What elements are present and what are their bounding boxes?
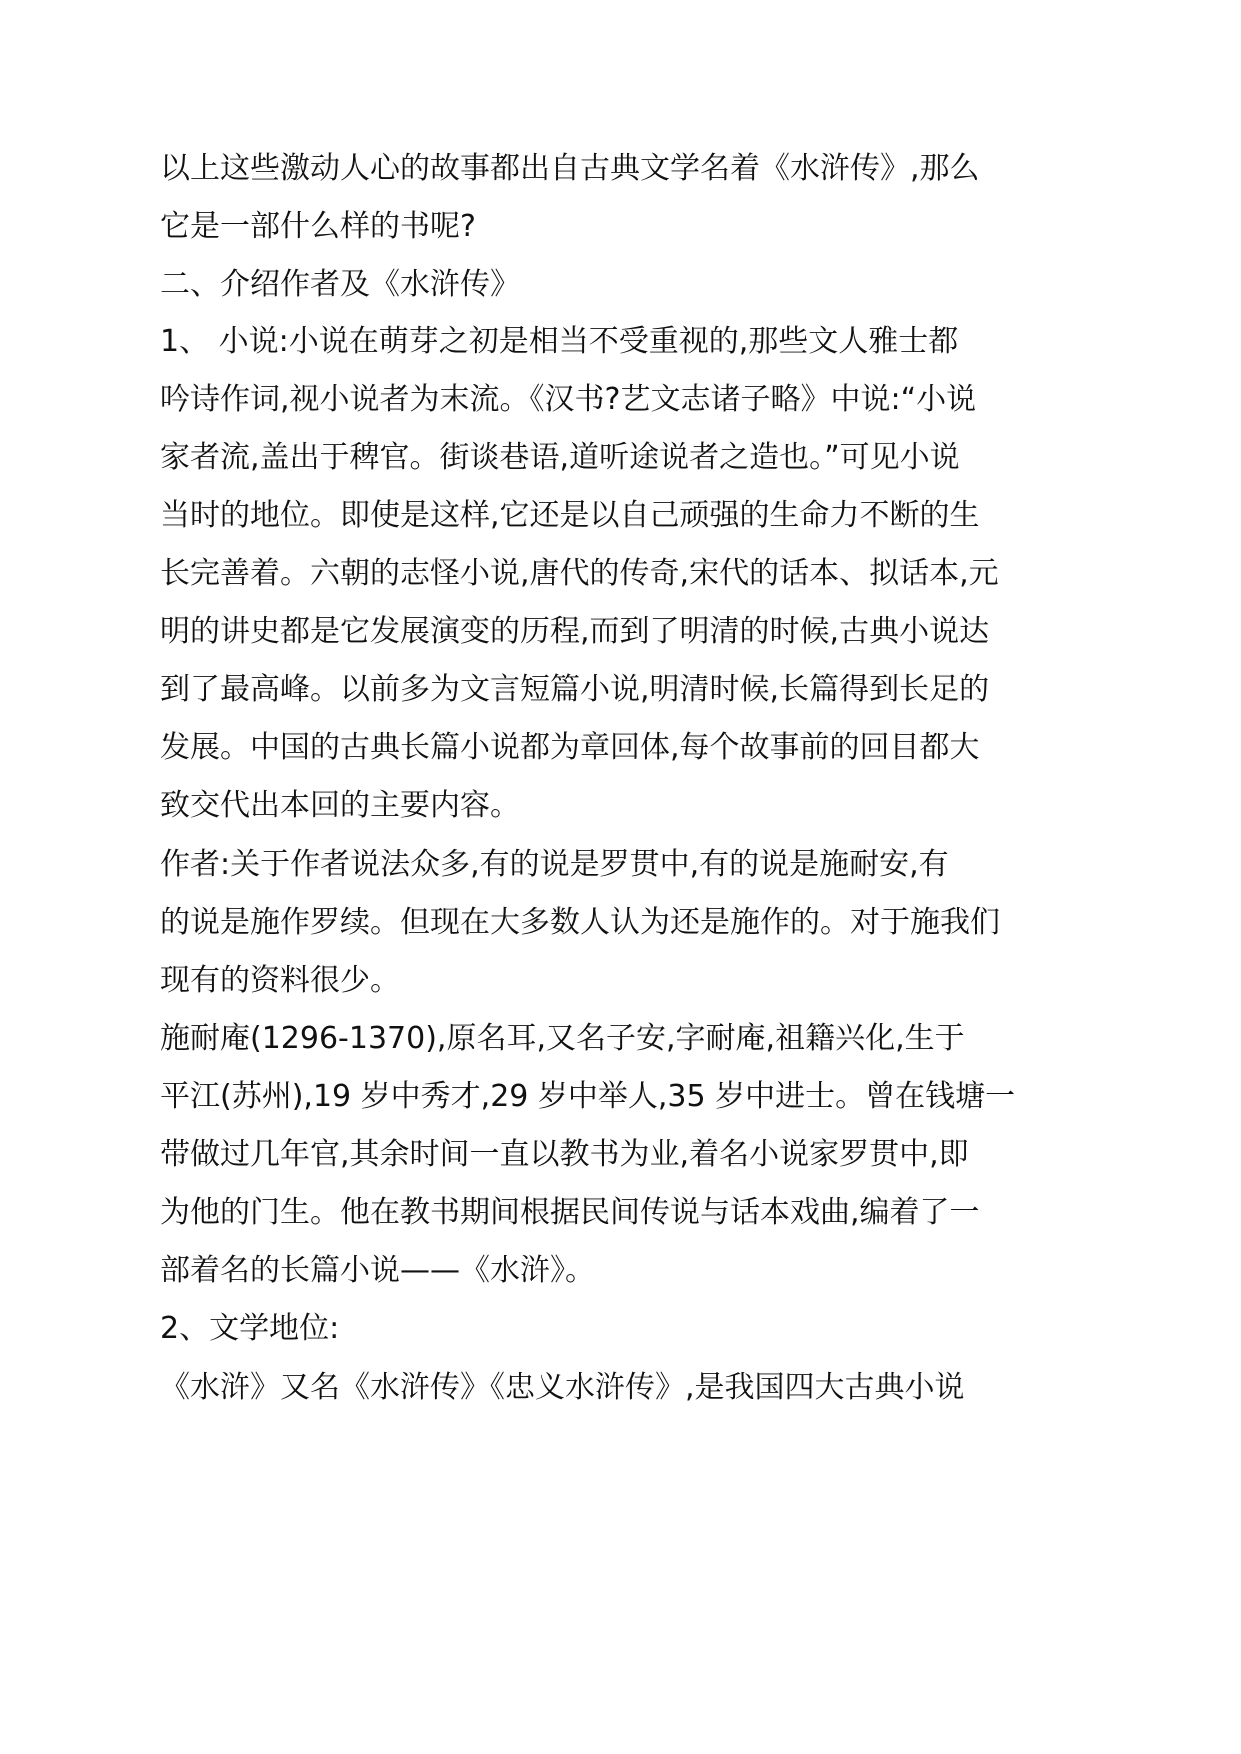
text-line: 《水浒》又名《水浒传》《忠义水浒传》,是我国四大古典小说 bbox=[160, 1370, 965, 1405]
text-line: 现有的资料很少。 bbox=[160, 963, 400, 998]
text-line: 作者:关于作者说法众多,有的说是罗贯中,有的说是施耐安,有 bbox=[160, 847, 949, 882]
text-line: 吟诗作词,视小说者为末流。《汉书?艺文志诸子略》中说:“小说 bbox=[160, 382, 977, 417]
text-line: 发展。中国的古典长篇小说都为章回体,每个故事前的回目都大 bbox=[160, 730, 980, 765]
text-line: 为他的门生。他在教书期间根据民间传说与话本戏曲,编着了一 bbox=[160, 1195, 980, 1230]
text-line: 到了最高峰。以前多为文言短篇小说,明清时候,长篇得到长足的 bbox=[160, 672, 990, 707]
text-line: 长完善着。六朝的志怪小说,唐代的传奇,宋代的话本、拟话本,元 bbox=[160, 556, 999, 591]
text-line: 施耐庵(1296-1370),原名耳,又名子安,字耐庵,祖籍兴化,生于 bbox=[160, 1021, 965, 1056]
section-heading: 2、文学地位: bbox=[160, 1311, 340, 1346]
text-line: 平江(苏州),19 岁中秀才,29 岁中举人,35 岁中进士。曾在钱塘一 bbox=[160, 1079, 1016, 1114]
text-line: 1、 小说:小说在萌芽之初是相当不受重视的,那些文人雅士都 bbox=[160, 324, 959, 359]
text-line: 带做过几年官,其余时间一直以教书为业,着名小说家罗贯中,即 bbox=[160, 1137, 969, 1172]
text-line: 以上这些激动人心的故事都出自古典文学名着《水浒传》,那么 bbox=[160, 151, 980, 186]
text-line: 明的讲史都是它发展演变的历程,而到了明清的时候,古典小说达 bbox=[160, 614, 990, 649]
section-heading: 二、介绍作者及《水浒传》 bbox=[160, 267, 520, 302]
text-line: 部着名的长篇小说——《水浒》。 bbox=[160, 1253, 595, 1288]
text-line: 当时的地位。即使是这样,它还是以自己顽强的生命力不断的生 bbox=[160, 498, 980, 533]
text-line: 它是一部什么样的书呢? bbox=[160, 209, 476, 244]
text-line: 家者流,盖出于稗官。街谈巷语,道听途说者之造也。”可见小说 bbox=[160, 440, 960, 475]
text-line: 致交代出本回的主要内容。 bbox=[160, 788, 520, 823]
text-line: 的说是施作罗续。但现在大多数人认为还是施作的。对于施我们 bbox=[160, 905, 1000, 940]
